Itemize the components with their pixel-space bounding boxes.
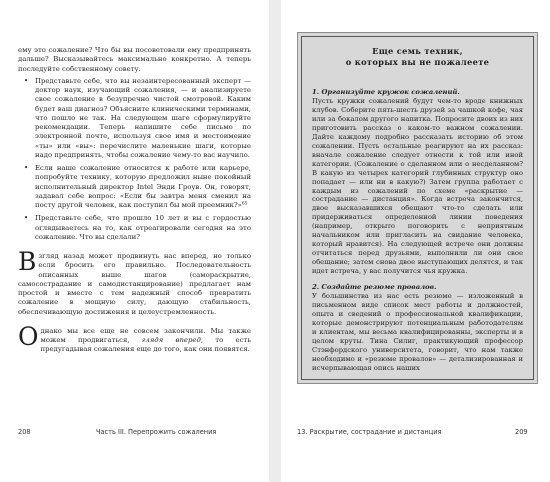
section-title: 2. Создайте резюме провалов. [312, 283, 437, 292]
paragraph-look-forward: Однако мы все еще не совсем закончили. Мы также можем продвигаться, глядя вперед, то есть предугадывая сожаления еще до того, как они появятся. [18, 321, 251, 354]
right-page [281, 0, 550, 482]
section-text: У большинства из нас есть резюме — изложенный в письменном виде список мест работы и должностей, опыта и сведений о профессиональной квалификации, которые демонстрируют потенциальным работодателям и клиентам, мы весьма квалифицированны, эксперты и в целом круты. Тина Силиг, практикующий профессор Стэнфордского университета, говорит, что нам также необходимо и «резюме провалов» — детализированная и исчерпывающая опись наших [312, 292, 523, 372]
bullet-icon: • [24, 76, 29, 85]
bullet-list [18, 77, 251, 242]
section-title: 1. Организуйте кружок сожалений. [312, 88, 460, 96]
left-page [0, 0, 269, 482]
running-header-right: 13. Раскрытие, сострадание и дистанция [297, 428, 442, 436]
sidebar-box [297, 32, 538, 384]
list-item: • Представьте себе, что прошло 10 лет и вы с гордостью оглядываетесь на то, как отреагировали сегодня на это сожаление. Что вы сделали? [24, 214, 251, 241]
paragraph-look-back: Взгляд назад может продвинуть нас вперед, но только если бросить его правильно. Последовательность описанных выше шагов (самораскрытие, самосострадание и самодистанцирование) предлагает нам простой и вместе с тем надежный способ превратить сожаление в мощную силу, дающую стабильность, обеспечивающую достижения и целеустремленность. [18, 247, 251, 316]
page-number-left: 208 [18, 428, 31, 436]
page-number-right: 209 [515, 428, 528, 436]
section-text: Пусть кружки сожалений будут чем-то вроде книжных клубов. Соберите пять-шесть друзей за чашкой кофе, чая или за бокалом другого напитка. Попросите двоих из них приготовить рассказ о каком-то важном сожалении. Дайте каждому подробно рассказать историю об этом сожалении. Пусть остальные реагируют на их рассказ: вначале сожаление следует отнести к той или иной категории. (Сожаление о сделанном или о несделанном? В какую из четырех категорий глубинных структур оно попадает — или ни в какую?) Затем группа работает с каждым из сожалений по схеме «раскрытие — сострадание — дистанция». Когда встреча закончится, двое высказавшихся обещают что-то сделать или придерживаться определенной линии поведения (например, открыто поговорить с неприятным начальником или пригласить на свидание человека, который нравится). На следующей встрече они должны отчитаться перед друзьями, выполнили ли они свое обещание; затем снова двое выступающих делятся, и так идет встреча, у вас получится чья кружка. [312, 97, 523, 276]
list-item: • Если наше сожаление относится к работе или карьере, попробуйте технику, которую предложил ныне покойный исполнительный директор Intel Энди Гроув. Он, говорят, задавал себе вопрос: «Если бы завтра меня сменил на посту другой человек, как поступил бы мой преемник?»⁶⁵ [24, 164, 251, 209]
book-gutter [269, 0, 281, 482]
list-item: • Представьте себе, что вы незаинтересованный эксперт — доктор наук, изучающий сожаления, — и анализируете свое сожаление в безупречно чистой смотровой. Каким будет ваш диагноз? Объясните клиническими терминами, что пошло не так. На следующем шаге сформулируйте рекомендации. Теперь напишите себе письмо по электронной почте, используя свое имя и местоимение «ты» или «вы»: перечислите маленькие шаги, которые надо предпринять, чтобы сожаление чему-то вас научило. [24, 76, 251, 159]
bullet-icon: • [24, 164, 29, 172]
drop-cap: О [18, 321, 39, 351]
box-title: Еще семь техник, о которых вы не пожалеете [345, 46, 490, 67]
sidebar-box-inner [301, 36, 534, 380]
emphasis: глядя вперед [141, 336, 201, 344]
drop-cap: В [18, 247, 37, 276]
bullet-icon: • [24, 214, 29, 223]
running-header-left: Часть III. Перепрожить сожаления [96, 428, 217, 436]
intro-paragraph: ему это сожаление? Что бы вы посоветовали ему предпринять дальше? Высказывайтесь максимально конкретно. А теперь последуйте собственному совету. [18, 46, 251, 73]
